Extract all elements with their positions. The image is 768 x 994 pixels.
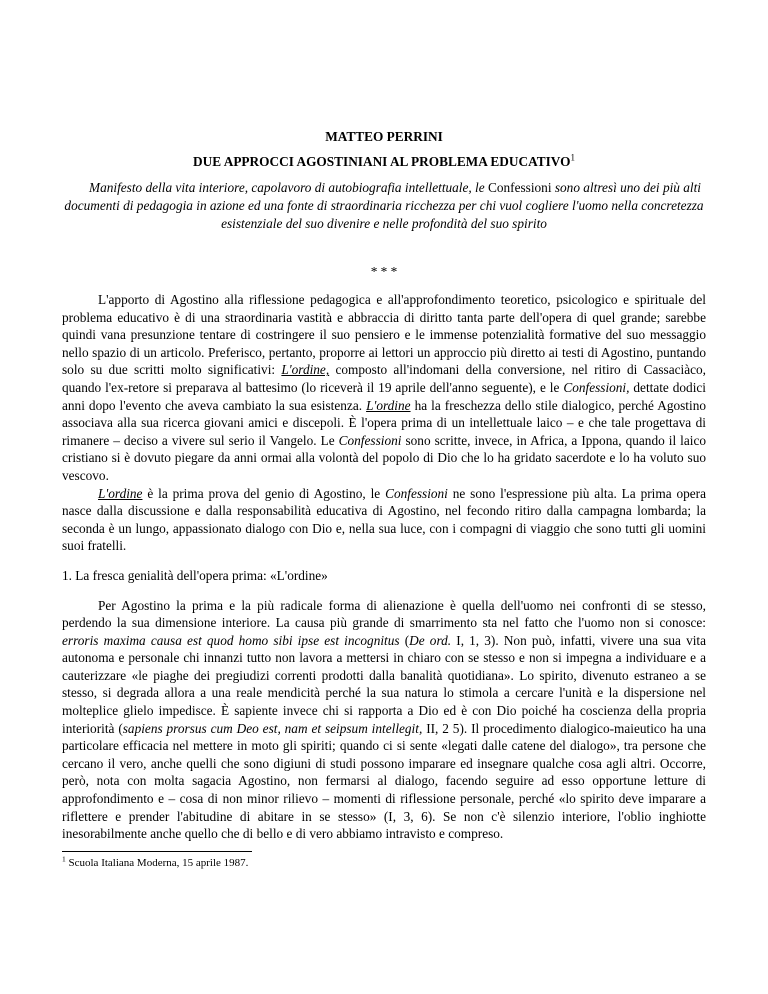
text-run: composto all'indomani della conversione, nel ritiro di Cassaciàco, quando l'ex-retore si preparava al battesimo (lo riceverà il 19 aprile dell'anno seguente), e le <box>62 362 706 395</box>
text-run: ha la freschezza dello stile dialogico, perché Agostino associava alla sua ricerca giovani amici e discepoli. È l'opera prima di un intellettuale laico – e che tale progettava di rimanere – deciso a vivere sul serio il Vangelo. Le <box>62 397 706 448</box>
paragraph-1 <box>62 291 706 485</box>
article-title-text: DUE APPROCCI AGOSTINIANI AL PROBLEMA EDUCATIVO <box>193 154 571 169</box>
section-separator: * * * <box>370 264 398 279</box>
text-run: ( <box>404 632 410 648</box>
author-name: MATTEO PERRINI <box>325 129 443 144</box>
work-title: L'ordine <box>366 397 411 413</box>
work-title: L'ordine <box>98 485 143 501</box>
footnote <box>62 854 249 869</box>
footnote-number: 1 <box>62 854 66 864</box>
latin-quote: sapiens prorsus cum Deo est, nam et seipsum intellegit, <box>122 720 423 736</box>
work-title: L'ordine, <box>281 362 330 378</box>
work-title: Confessioni <box>385 485 448 501</box>
text-run: ne sono l'espressione più alta. La prima opera nasce dalla discussione e dalla responsabilità educativa di Agostino, nel fecondo ritiro dalla campagna lombarda; la seconda è un lungo, appassionato dialogo con Dio e, nella sua luce, con i compagni di viaggio che sono tutti gli uomini suoi fratelli. <box>62 485 706 554</box>
work-title: Confessioni, <box>563 379 630 395</box>
text-run: II, 2 5). Il procedimento dialogico-maieutico ha una particolare efficacia nel mettere in moto gli spiriti; quando ci si sente «legati dalle catene del dialogo», tra persone che cercano il vero, anche quelli che sono digiuni di studi possono imparare ed insegnare qualche cosa agli altri. Occorre, però, nota con molta sagacia Agostino, non fermarsi al dialogo, facendo seguire ad esso opportune letture di approfondimento e – cosa di non minor rilievo – momenti di riflessione personale, perché «lo spirito deve imparare a riflettere e prender l'abitudine di abitare in se stesso» (I, 3, 6). Se non c'è silenzio interiore, l'oblio inghiotte inesorabilmente anche quello che di bello e di vero abbiamo intravisto e compreso. <box>62 720 706 842</box>
text-run: Per Agostino la prima e la più radicale forma di alienazione è quella dell'uomo nei confronti di se stesso, perdendo la sua dimensione interiore. La causa più grande di smarrimento sta nel fatto che l'uomo non si conosce: <box>62 597 706 631</box>
article-body <box>62 291 706 843</box>
abstract-text-a: Manifesto della vita interiore, capolavoro di autobiografia intellettuale, le <box>89 180 485 195</box>
footnote-divider <box>62 851 252 852</box>
section-heading: 1. La fresca genialità dell'opera prima: «L'ordine» <box>62 567 328 583</box>
footnote-reference[interactable]: 1 <box>570 152 575 163</box>
footnote-text: Scuola Italiana Moderna, 15 aprile 1987. <box>68 857 249 869</box>
text-run: sono scritte, invece, in Africa, a Ippona, quando il laico cristiano si è dovuto piegare da anni ormai alla volontà del popolo di Dio che lo ha gridato sacerdote e lo ha voluto suo vescovo. <box>62 432 707 483</box>
text-run: L'apporto di Agostino alla riflessione pedagogica e all'approfondimento teoretico, psicologico e spirituale del problema educativo è di una straordinaria vastità e abbraccia di diritto tanta parte dell'opera di quel grande; sarebbe quindi vana presunzione tentare di costringere il suo pensiero e le immense potenzialità formative del suo messaggio nello spazio di un articolo. Preferisco, pertanto, proporre ai lettori un approccio più diretto ai testi di Agostino, puntando solo su due scritti molto significativi: <box>62 292 706 378</box>
text-run: è la prima prova del genio di Agostino, le <box>147 485 381 501</box>
text-run: I, 1, 3). Non può, infatti, vivere una sua vita autonoma e personale chi innanzi tutto non lavora a mettersi in chiaro con se stesso e non si impegna a individuare e a cauterizzare «le piaghe dei pregiudizi correnti prodotti dalla banalità quotidiana». Lo spirito, divenuto estraneo a se stesso, si degrada allora a una reale mendicità perché la sua natura lo stimola a cercare l'unità e la dispersione nel molteplice glielo impedisce. È sapiente invece chi si rapporta a Dio ed è con Dio poiché ha coscienza della propria interiorità ( <box>62 632 707 736</box>
work-title: Confessioni <box>338 432 402 448</box>
latin-quote: erroris maxima causa est quod homo sibi ipse est incognitus <box>62 632 400 648</box>
citation: De ord. <box>409 632 452 648</box>
paragraph-3 <box>62 597 706 843</box>
abstract <box>62 179 706 233</box>
abstract-text-c: sono altresì uno dei più alti documenti di pedagogia in azione ed una fonte di straordinaria ricchezza per chi vuol cogliere l'uomo nella concretezza esistenziale del suo divenire e nelle profondità del suo spirito <box>64 180 704 231</box>
abstract-work-title: Confessioni <box>487 180 552 195</box>
paragraph-2 <box>62 485 706 555</box>
text-run: dettate dodici anni dopo l'evento che aveva cambiato la sua esistenza. <box>62 379 706 413</box>
article-title <box>62 154 706 170</box>
